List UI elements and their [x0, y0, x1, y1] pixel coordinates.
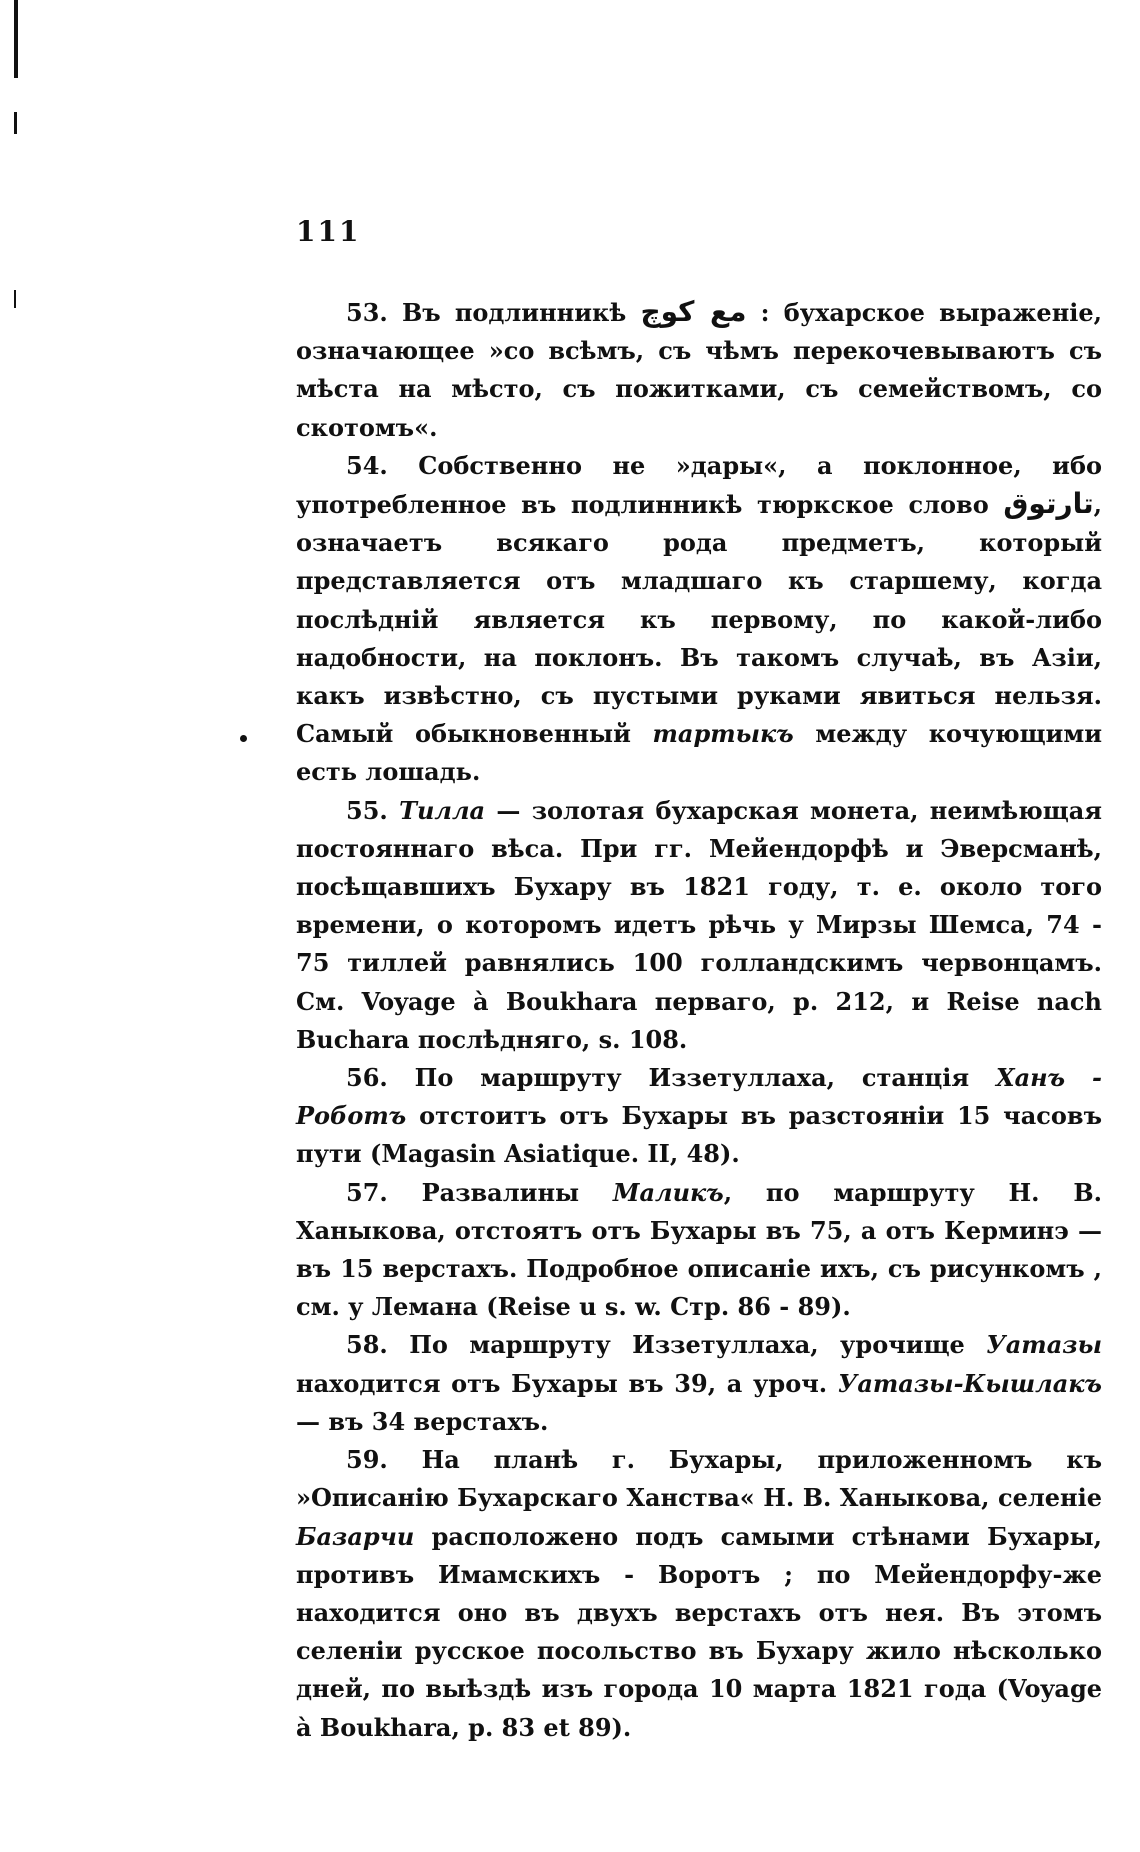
note-text: Въ подлинникѣ: [387, 298, 641, 327]
italic-place-name: Базарчи: [296, 1521, 415, 1551]
note-57: [296, 1174, 1102, 1327]
note-number: 57.: [346, 1177, 388, 1207]
notes-body: [296, 293, 1102, 1747]
note-text: находится отъ Бухары въ 39, а уроч.: [296, 1368, 838, 1398]
note-number: 55.: [346, 795, 388, 825]
note-number: 58.: [346, 1330, 388, 1360]
note-text: , по маршруту Н. В. Ханыкова, отстоятъ отъ Бухары въ 75, а отъ Керминэ — въ 15 верстахъ. Подробное описаніе ихъ, съ рисункомъ , см. у Лемана (Reise u s. w. Стр. 86 - 89).: [296, 1177, 1103, 1322]
note-54: [296, 447, 1102, 792]
note-text: : бухарское выраженіе, означающее »со всѣмъ, съ чѣмъ перекочевываютъ съ мѣста на мѣсто, съ пожитками, съ семействомъ, со скотомъ«.: [296, 298, 1103, 442]
page-number: 111: [296, 215, 361, 248]
italic-place-name: Ханъ - Роботъ: [296, 1063, 1102, 1131]
arabic-word: تارتوق: [1003, 487, 1094, 521]
note-text: — золотая бухарская монета, неимѣющая постояннаго вѣса. При гг. Мейендорфѣ и Эверсманѣ, посѣщавшихъ Бухару въ 1821 году, т. е. около того времени, о которомъ идетъ рѣчь у Мирзы Шемса, 74 - 75 тиллей равнялись 100 голландскимъ червонцамъ. См. Voyage à Boukhara перваго, p. 212, и Reise nach Buchara послѣдняго, s. 108.: [296, 795, 1103, 1054]
italic-term: Тилла: [399, 795, 486, 825]
note-text: Собственно не »дары«, а поклонное, ибо употребленное въ подлинникѣ тюркское слово: [296, 450, 1102, 520]
arabic-phrase: مع كوچ: [640, 295, 747, 328]
italic-place-name: Уатазы: [986, 1330, 1102, 1360]
italic-place-name: Уатазы-Кышлакъ: [837, 1368, 1102, 1398]
note-number: 53.: [346, 298, 388, 327]
note-55: [296, 792, 1102, 1059]
note-56: [296, 1059, 1102, 1174]
note-text: На планѣ г. Бухары, приложенномъ къ »Описанію Бухарскаго Ханства« Н. В. Ханыкова, селеніе: [296, 1445, 1102, 1513]
note-58: [296, 1326, 1102, 1441]
note-text: отстоитъ отъ Бухары въ разстояніи 15 часовъ пути (Magasin Asiatique. II, 48).: [296, 1101, 1102, 1169]
note-text: расположено подъ самыми стѣнами Бухары, противъ Имамскихъ - Воротъ ; по Мейендорфу-же находится оно въ двухъ верстахъ отъ нея. Въ этомъ селеніи русское посольство въ Бухару жило нѣсколько дней, по выѣздѣ изъ города 10 марта 1821 года (Voyage à Boukhara, p. 83 et 89).: [296, 1521, 1102, 1742]
note-text: Развалины: [387, 1177, 613, 1207]
note-text: По маршруту Иззетуллаха, урочище: [387, 1330, 987, 1360]
scan-edge-mark: [14, 0, 18, 78]
note-number: 54.: [346, 450, 388, 480]
note-text: — въ 34 верстахъ.: [296, 1406, 549, 1436]
note-number: 56.: [346, 1063, 388, 1093]
note-59: [296, 1441, 1102, 1747]
note-text: По маршруту Иззетуллаха, станція: [387, 1063, 996, 1093]
note-text: , означаетъ всякаго рода предметъ, который представляется отъ младшаго къ старшему, когда послѣдній является къ первому, по какой-либо надобности, на поклонъ. Въ такомъ случаѣ, въ Азіи, какъ извѣстно, съ пустыми руками явиться нельзя. Самый обыкновенный: [296, 490, 1102, 749]
note-text: между кочующими есть лошадь.: [296, 719, 1102, 787]
italic-term: тартыкъ: [652, 719, 794, 749]
scan-edge-mark: [14, 112, 17, 134]
scan-edge-mark: [14, 290, 16, 308]
note-number: 59.: [346, 1445, 388, 1475]
note-53: [296, 293, 1102, 447]
stray-ink-dot: [240, 735, 247, 742]
italic-place-name: Маликъ: [612, 1177, 724, 1207]
